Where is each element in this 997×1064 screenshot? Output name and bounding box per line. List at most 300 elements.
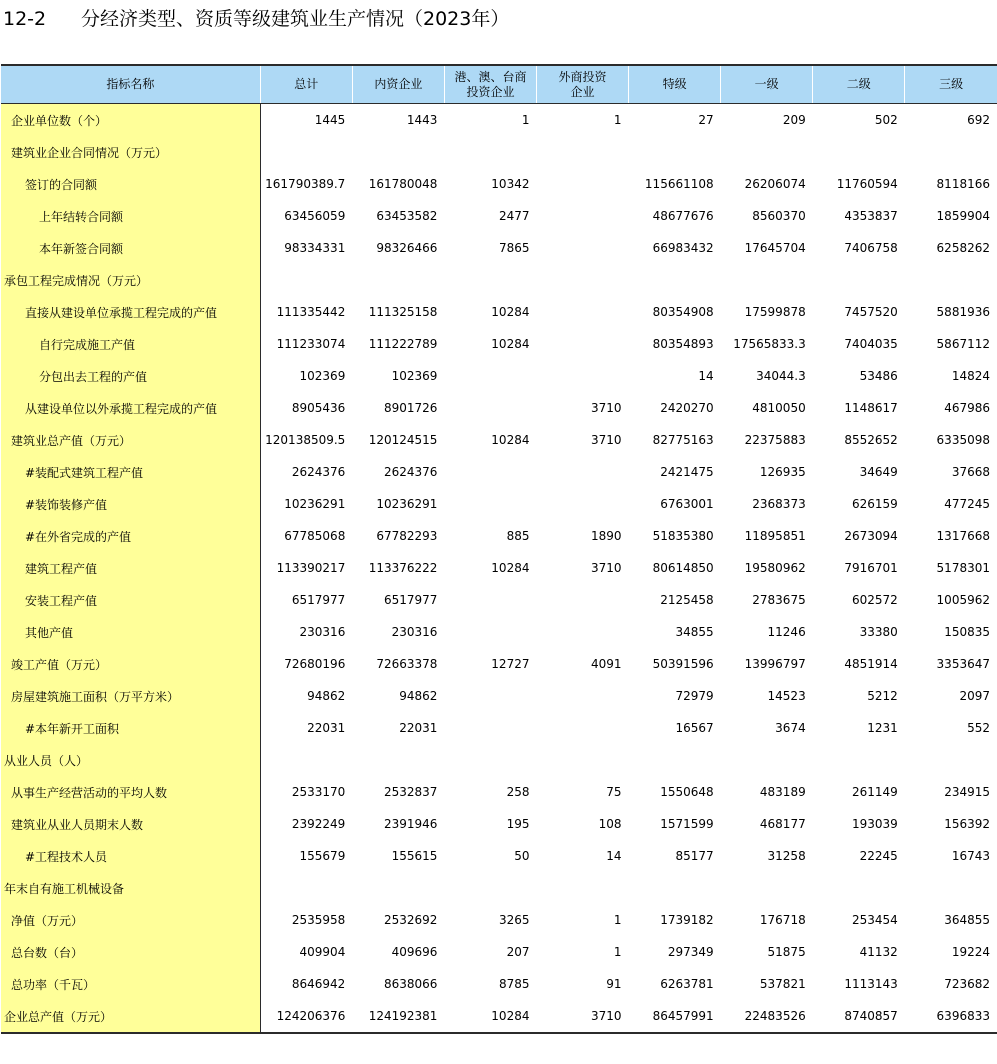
row-label: 从建设单位以外承揽工程完成的产值: [1, 392, 260, 424]
cell-value: 207: [506, 945, 530, 959]
cell-value: [444, 456, 536, 488]
cell-value: 483189: [759, 785, 806, 799]
cell-value: [536, 136, 628, 168]
cell-value: 1890: [591, 529, 622, 543]
cell-value: 6335098: [936, 433, 990, 447]
header-hk-macao-taiwan: 港、澳、台商 投资企业: [444, 65, 536, 104]
cell-value: 209: [782, 113, 806, 127]
cell-value: [444, 264, 536, 296]
cell-value: [721, 136, 813, 168]
cell-value: 102369: [299, 369, 346, 383]
cell-value: 10284: [491, 337, 530, 351]
cell-value: 113390217: [276, 561, 346, 575]
cell-value: 3710: [591, 561, 622, 575]
cell-value: 155615: [391, 849, 438, 863]
cell-value: 2673094: [844, 529, 898, 543]
cell-value: 67785068: [284, 529, 346, 543]
row-label: 竣工产值（万元）: [1, 648, 260, 680]
header-grade-1: 一级: [721, 65, 813, 104]
cell-value: 108: [598, 817, 622, 831]
table-number: 12-2: [3, 8, 47, 30]
cell-value: [721, 264, 813, 296]
cell-value: [444, 136, 536, 168]
table-row: [1, 456, 997, 488]
cell-value: [536, 328, 628, 360]
cell-value: 409904: [299, 945, 346, 959]
cell-value: 22375883: [744, 433, 806, 447]
cell-value: 1113143: [844, 977, 898, 991]
cell-value: 22245: [859, 849, 898, 863]
cell-value: 2125458: [660, 593, 714, 607]
row-label: #在外省完成的产值: [1, 520, 260, 552]
cell-value: 111233074: [276, 337, 346, 351]
cell-value: 1859904: [936, 209, 990, 223]
cell-value: [629, 872, 721, 904]
cell-value: 2535958: [291, 913, 346, 927]
row-label: #工程技术人员: [1, 840, 260, 872]
cell-value: 467986: [944, 401, 990, 415]
cell-value: [629, 264, 721, 296]
cell-value: 14824: [951, 369, 990, 383]
cell-value: 10236291: [376, 497, 438, 511]
table-row: [1, 232, 997, 264]
table-row: [1, 872, 997, 904]
cell-value: 2477: [498, 209, 530, 223]
cell-value: 4851914: [844, 657, 898, 671]
cell-value: 1550648: [660, 785, 714, 799]
cell-value: [536, 360, 628, 392]
cell-value: 33380: [859, 625, 898, 639]
row-label: 建筑业总产值（万元）: [1, 424, 260, 456]
cell-value: 7404035: [844, 337, 898, 351]
cell-value: 86457991: [629, 1000, 721, 1033]
cell-value: 72663378: [376, 657, 438, 671]
cell-value: 8552652: [844, 433, 898, 447]
cell-value: 7457520: [844, 305, 898, 319]
cell-value: 261149: [851, 785, 898, 799]
cell-value: 2421475: [660, 465, 714, 479]
cell-value: 602572: [851, 593, 898, 607]
cell-value: [444, 872, 536, 904]
cell-value: 17599878: [744, 305, 806, 319]
cell-value: 2533170: [291, 785, 346, 799]
table-row: [1, 552, 997, 584]
cell-value: 41132: [859, 945, 898, 959]
cell-value: 161790389.7: [265, 177, 346, 191]
cell-value: [905, 872, 997, 904]
cell-value: 8646942: [291, 977, 346, 991]
cell-value: 10236291: [284, 497, 346, 511]
cell-value: 34044.3: [756, 369, 806, 383]
cell-value: 5178301: [936, 561, 990, 575]
cell-value: 1: [613, 113, 622, 127]
row-label: 本年新签合同额: [1, 232, 260, 264]
header-domestic: 内资企业: [352, 65, 444, 104]
cell-value: 8638066: [383, 977, 438, 991]
cell-value: 2783675: [752, 593, 806, 607]
cell-value: [536, 712, 628, 744]
cell-value: 234915: [944, 785, 990, 799]
cell-value: [444, 488, 536, 520]
table-row: [1, 520, 997, 552]
cell-value: 195: [506, 817, 530, 831]
cell-value: 22031: [307, 721, 346, 735]
cell-value: 63456059: [284, 209, 346, 223]
table-body: [1, 104, 997, 1034]
cell-value: [721, 744, 813, 776]
cell-value: 19224: [951, 945, 990, 959]
row-label: 企业总产值（万元）: [1, 1000, 260, 1033]
cell-value: [444, 712, 536, 744]
cell-value: 6263781: [660, 977, 714, 991]
cell-value: 6763001: [660, 497, 714, 511]
cell-value: 111222789: [368, 337, 438, 351]
cell-value: 5212: [867, 689, 898, 703]
cell-value: [813, 744, 905, 776]
cell-value: 11760594: [836, 177, 898, 191]
cell-value: 409696: [391, 945, 438, 959]
cell-value: 537821: [759, 977, 806, 991]
cell-value: [260, 264, 352, 296]
header-special-grade: 特级: [629, 65, 721, 104]
table-row: [1, 648, 997, 680]
cell-value: [444, 744, 536, 776]
cell-value: 27: [698, 113, 714, 127]
cell-value: 124206376: [260, 1000, 352, 1033]
cell-value: 50391596: [652, 657, 714, 671]
cell-value: [444, 360, 536, 392]
cell-value: 80354893: [652, 337, 714, 351]
cell-value: 34649: [859, 465, 898, 479]
row-label: 房屋建筑施工面积（万平方米）: [1, 680, 260, 712]
cell-value: 364855: [944, 913, 990, 927]
cell-value: 102369: [391, 369, 438, 383]
cell-value: 111325158: [368, 305, 438, 319]
cell-value: [905, 264, 997, 296]
cell-value: 8905436: [291, 401, 346, 415]
cell-value: 1317668: [936, 529, 990, 543]
cell-value: 692: [967, 113, 990, 127]
cell-value: 14: [698, 369, 714, 383]
cell-value: 19580962: [744, 561, 806, 575]
cell-value: 120124515: [368, 433, 438, 447]
cell-value: [536, 872, 628, 904]
cell-value: 8560370: [752, 209, 806, 223]
cell-value: 2097: [959, 689, 990, 703]
row-label: 总功率（千瓦）: [1, 968, 260, 1000]
cell-value: 723682: [944, 977, 990, 991]
cell-value: 4810050: [752, 401, 806, 415]
row-label: 分包出去工程的产值: [1, 360, 260, 392]
row-label: 安装工程产值: [1, 584, 260, 616]
cell-value: 5867112: [936, 337, 990, 351]
cell-value: 3710: [591, 433, 622, 447]
cell-value: 1005962: [936, 593, 990, 607]
cell-value: 3710: [591, 401, 622, 415]
cell-value: [629, 744, 721, 776]
cell-value: [536, 584, 628, 616]
table-row: [1, 136, 997, 168]
cell-value: 253454: [851, 913, 898, 927]
table-row: [1, 584, 997, 616]
row-label: #装饰装修产值: [1, 488, 260, 520]
cell-value: 22031: [399, 721, 438, 735]
table-row: [1, 328, 997, 360]
table-row: [1, 680, 997, 712]
cell-value: 2532837: [383, 785, 438, 799]
cell-value: 3353647: [936, 657, 990, 671]
cell-value: 17645704: [744, 241, 806, 255]
header-grade-2: 二级: [813, 65, 905, 104]
cell-value: 72680196: [284, 657, 346, 671]
cell-value: [444, 680, 536, 712]
cell-value: [813, 264, 905, 296]
cell-value: [536, 488, 628, 520]
cell-value: 94862: [307, 689, 346, 703]
cell-value: 468177: [759, 817, 806, 831]
row-label: 自行完成施工产值: [1, 328, 260, 360]
cell-value: 3265: [498, 913, 530, 927]
cell-value: 67782293: [376, 529, 438, 543]
cell-value: 2368373: [752, 497, 806, 511]
cell-value: 6396833: [905, 1000, 997, 1033]
table-row: [1, 776, 997, 808]
cell-value: [536, 296, 628, 328]
cell-value: 502: [874, 113, 898, 127]
cell-value: 16567: [675, 721, 714, 735]
row-label: 建筑业企业合同情况（万元）: [1, 136, 260, 168]
row-label: 其他产值: [1, 616, 260, 648]
cell-value: 8118166: [936, 177, 990, 191]
cell-value: 1: [521, 113, 530, 127]
table-row: [1, 360, 997, 392]
cell-value: 113376222: [368, 561, 438, 575]
cell-value: 10342: [491, 177, 530, 191]
cell-value: 31258: [767, 849, 806, 863]
cell-value: 50: [514, 849, 530, 863]
cell-value: 115661108: [644, 177, 714, 191]
table-row: [1, 392, 997, 424]
table-row: [1, 488, 997, 520]
cell-value: [536, 616, 628, 648]
cell-value: 1: [613, 945, 622, 959]
cell-value: 8740857: [813, 1000, 905, 1033]
cell-value: 230316: [391, 625, 438, 639]
cell-value: 6517977: [383, 593, 438, 607]
cell-value: 297349: [667, 945, 714, 959]
cell-value: 22483526: [721, 1000, 813, 1033]
table-row: [1, 1000, 997, 1033]
cell-value: 2624376: [291, 465, 346, 479]
cell-value: 51835380: [652, 529, 714, 543]
row-label: 企业单位数（个）: [1, 104, 260, 137]
cell-value: 1: [613, 913, 622, 927]
row-label: 从业人员（人）: [1, 744, 260, 776]
cell-value: 80614850: [652, 561, 714, 575]
row-label: 年末自有施工机械设备: [1, 872, 260, 904]
cell-value: 85177: [675, 849, 714, 863]
cell-value: 82775163: [652, 433, 714, 447]
cell-value: 1445: [314, 113, 346, 127]
cell-value: 7865: [498, 241, 530, 255]
cell-value: [905, 744, 997, 776]
table-row: [1, 840, 997, 872]
table-row: [1, 616, 997, 648]
cell-value: 1148617: [844, 401, 898, 415]
cell-value: 120138509.5: [265, 433, 346, 447]
cell-value: [536, 200, 628, 232]
cell-value: 2392249: [291, 817, 346, 831]
row-label: 总台数（台）: [1, 936, 260, 968]
header-grade-3: 三级: [905, 65, 997, 104]
cell-value: [536, 168, 628, 200]
cell-value: 1739182: [660, 913, 714, 927]
table-row: [1, 264, 997, 296]
cell-value: [813, 872, 905, 904]
cell-value: 2532692: [383, 913, 438, 927]
cell-value: [536, 744, 628, 776]
cell-value: 8785: [498, 977, 530, 991]
row-label: #本年新开工面积: [1, 712, 260, 744]
cell-value: 155679: [299, 849, 346, 863]
table-row: [1, 808, 997, 840]
header-total: 总计: [260, 65, 352, 104]
cell-value: 4091: [591, 657, 622, 671]
cell-value: 37668: [951, 465, 990, 479]
cell-value: 14: [606, 849, 622, 863]
header-row: [1, 65, 997, 104]
cell-value: 75: [606, 785, 622, 799]
row-label: 上年结转合同额: [1, 200, 260, 232]
cell-value: 477245: [944, 497, 990, 511]
cell-value: 156392: [944, 817, 990, 831]
row-label: 承包工程完成情况（万元）: [1, 264, 260, 296]
cell-value: 17565833.3: [733, 337, 806, 351]
table-row: [1, 712, 997, 744]
cell-value: 98334331: [284, 241, 346, 255]
cell-value: 6517977: [291, 593, 346, 607]
row-label: #装配式建筑工程产值: [1, 456, 260, 488]
cell-value: 12727: [491, 657, 530, 671]
cell-value: [444, 616, 536, 648]
data-table: [1, 64, 997, 1034]
row-label: 直接从建设单位承揽工程完成的产值: [1, 296, 260, 328]
cell-value: 1231: [867, 721, 898, 735]
table-row: [1, 296, 997, 328]
cell-value: 10284: [491, 561, 530, 575]
cell-value: 230316: [299, 625, 346, 639]
cell-value: [536, 232, 628, 264]
cell-value: 10284: [444, 1000, 536, 1033]
header-indicator-name: 指标名称: [1, 65, 260, 104]
page-title: [3, 6, 509, 32]
cell-value: [536, 456, 628, 488]
cell-value: 7406758: [844, 241, 898, 255]
cell-value: 161780048: [368, 177, 438, 191]
table-row: [1, 200, 997, 232]
cell-value: [444, 584, 536, 616]
cell-value: [536, 680, 628, 712]
cell-value: [352, 264, 444, 296]
row-label: 从事生产经营活动的平均人数: [1, 776, 260, 808]
cell-value: 552: [967, 721, 990, 735]
table-title: 分经济类型、资质等级建筑业生产情况（2023年）: [81, 8, 510, 30]
cell-value: [813, 136, 905, 168]
cell-value: [905, 136, 997, 168]
cell-value: [536, 264, 628, 296]
table-row: [1, 936, 997, 968]
table-row: [1, 104, 997, 137]
cell-value: 26206074: [744, 177, 806, 191]
cell-value: 11895851: [744, 529, 806, 543]
cell-value: [352, 872, 444, 904]
table-row: [1, 968, 997, 1000]
cell-value: 8901726: [383, 401, 438, 415]
cell-value: [352, 136, 444, 168]
cell-value: 98326466: [376, 241, 438, 255]
cell-value: 11246: [767, 625, 806, 639]
cell-value: 126935: [759, 465, 806, 479]
table-row: [1, 744, 997, 776]
cell-value: 885: [506, 529, 530, 543]
cell-value: 2391946: [383, 817, 438, 831]
cell-value: 3710: [536, 1000, 628, 1033]
header-foreign: 外商投资 企业: [536, 65, 628, 104]
cell-value: 91: [606, 977, 622, 991]
cell-value: 6258262: [936, 241, 990, 255]
cell-value: 51875: [767, 945, 806, 959]
cell-value: 53486: [859, 369, 898, 383]
row-label: 签订的合同额: [1, 168, 260, 200]
cell-value: 626159: [851, 497, 898, 511]
row-label: 建筑业从业人员期末人数: [1, 808, 260, 840]
table-row: [1, 424, 997, 456]
cell-value: 193039: [851, 817, 898, 831]
cell-value: [260, 872, 352, 904]
cell-value: 4353837: [844, 209, 898, 223]
cell-value: 258: [506, 785, 530, 799]
cell-value: 34855: [675, 625, 714, 639]
cell-value: [444, 392, 536, 424]
cell-value: 124192381: [352, 1000, 444, 1033]
row-label: 净值（万元）: [1, 904, 260, 936]
cell-value: 10284: [491, 305, 530, 319]
cell-value: 1571599: [660, 817, 714, 831]
cell-value: 5881936: [936, 305, 990, 319]
cell-value: 176718: [759, 913, 806, 927]
cell-value: 2420270: [660, 401, 714, 415]
cell-value: 111335442: [276, 305, 346, 319]
cell-value: 14523: [767, 689, 806, 703]
cell-value: [629, 136, 721, 168]
table-row: [1, 904, 997, 936]
cell-value: [260, 744, 352, 776]
cell-value: [721, 872, 813, 904]
cell-value: 150835: [944, 625, 990, 639]
cell-value: 80354908: [652, 305, 714, 319]
cell-value: 16743: [951, 849, 990, 863]
cell-value: [352, 744, 444, 776]
cell-value: 94862: [399, 689, 438, 703]
cell-value: 2624376: [383, 465, 438, 479]
cell-value: 7916701: [844, 561, 898, 575]
table-row: [1, 168, 997, 200]
cell-value: 10284: [491, 433, 530, 447]
row-label: 建筑工程产值: [1, 552, 260, 584]
cell-value: 66983432: [652, 241, 714, 255]
cell-value: [260, 136, 352, 168]
cell-value: 72979: [675, 689, 714, 703]
